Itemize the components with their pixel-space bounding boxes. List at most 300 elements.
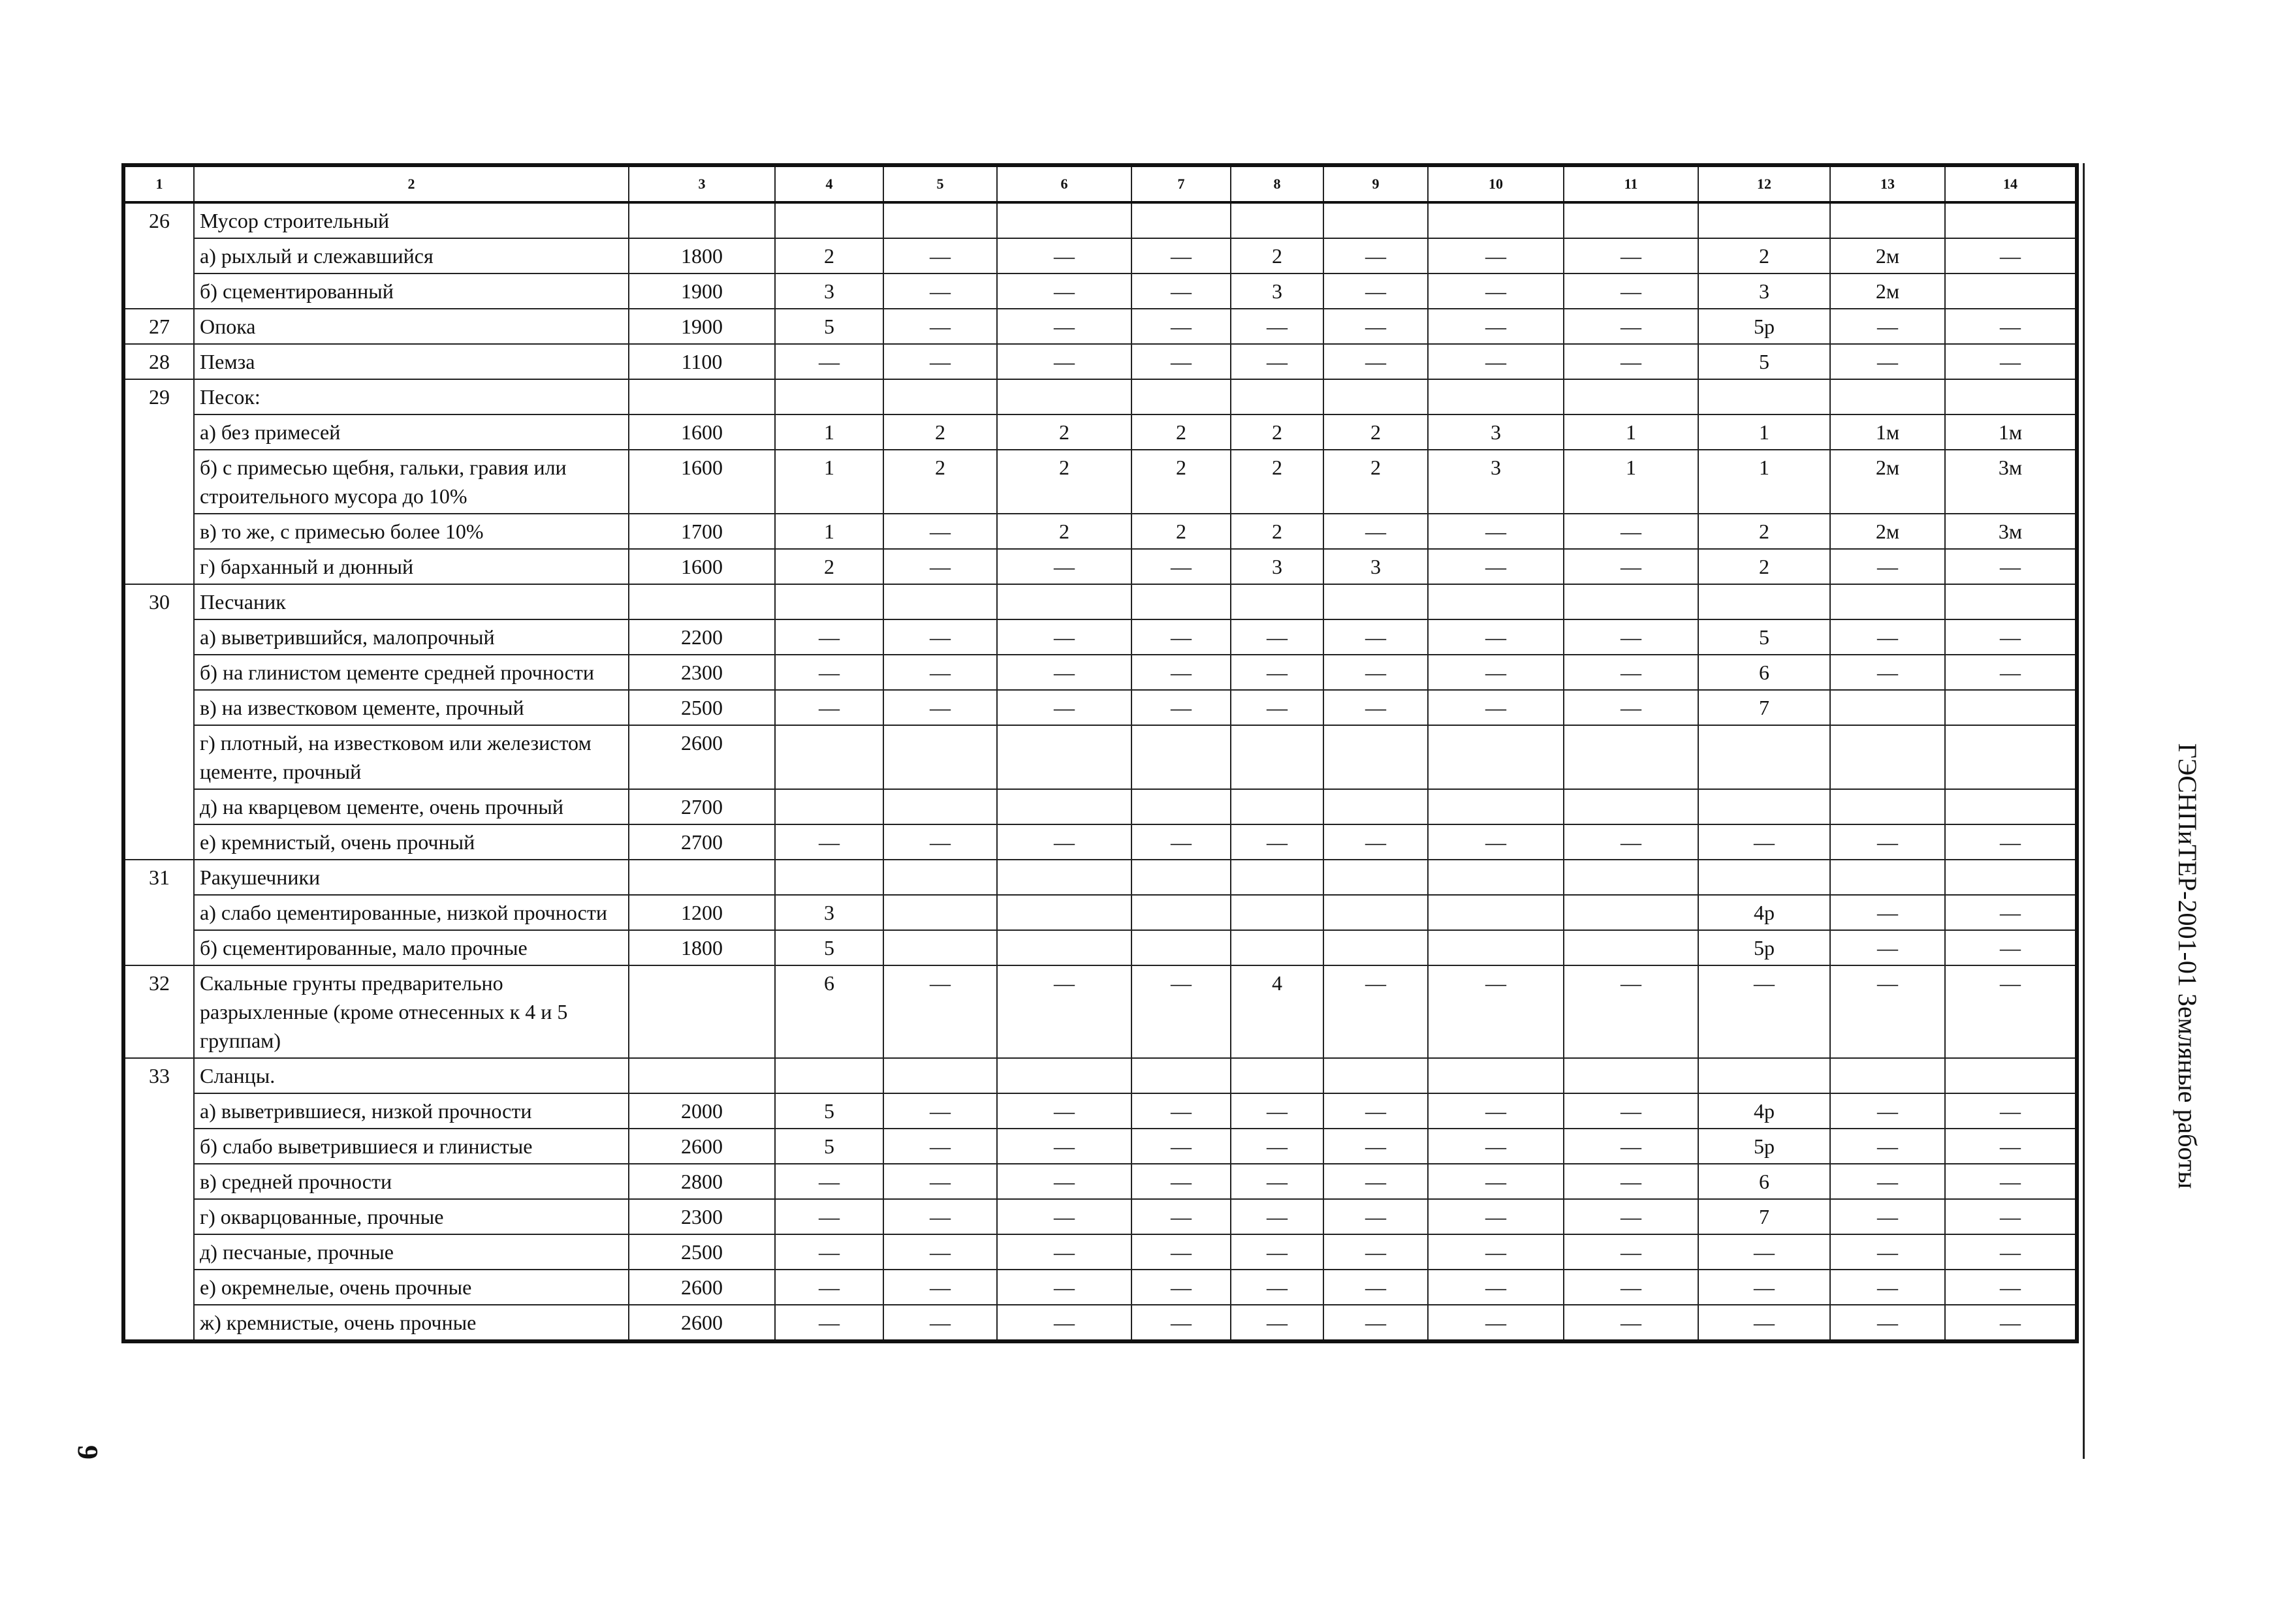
soil-classification-table [121, 163, 2079, 1343]
group-value-col-10: — [1428, 1093, 1564, 1129]
group-value-col-9: — [1323, 514, 1428, 549]
group-value-col-11: — [1564, 1199, 1698, 1234]
item-number: 30 [123, 584, 194, 860]
group-value-col-7 [1131, 1058, 1231, 1093]
group-value-col-6: — [997, 549, 1131, 584]
group-value-col-11 [1564, 930, 1698, 965]
group-value-col-11: — [1564, 690, 1698, 725]
group-value-col-12: — [1698, 1270, 1830, 1305]
group-value-col-6: — [997, 824, 1131, 860]
group-value-col-13: — [1830, 1093, 1945, 1129]
group-value-col-7: — [1131, 273, 1231, 309]
column-number-3: 3 [629, 165, 775, 202]
group-value-col-4 [775, 202, 883, 238]
group-value-col-11: — [1564, 824, 1698, 860]
group-value-col-4 [775, 1058, 883, 1093]
group-value-col-9: — [1323, 309, 1428, 344]
group-value-col-6: — [997, 1093, 1131, 1129]
group-value-col-5: — [883, 619, 997, 655]
group-value-col-14: — [1945, 344, 2077, 379]
group-value-col-7: — [1131, 690, 1231, 725]
group-value-col-12 [1698, 860, 1830, 895]
group-value-col-10: — [1428, 1164, 1564, 1199]
group-value-col-12: — [1698, 824, 1830, 860]
group-value-col-7: — [1131, 1129, 1231, 1164]
group-value-col-7 [1131, 202, 1231, 238]
group-value-col-12: — [1698, 1305, 1830, 1341]
group-value-col-4: 3 [775, 273, 883, 309]
group-value-col-5 [883, 379, 997, 414]
group-value-col-5 [883, 930, 997, 965]
group-value-col-4 [775, 725, 883, 789]
group-value-col-4 [775, 584, 883, 619]
group-value-col-10 [1428, 202, 1564, 238]
table-row [123, 549, 2077, 584]
group-value-col-10: — [1428, 514, 1564, 549]
item-number: 26 [123, 202, 194, 309]
density-value: 2300 [629, 1199, 775, 1234]
group-value-col-12: 3 [1698, 273, 1830, 309]
group-value-col-12: 7 [1698, 1199, 1830, 1234]
group-value-col-7: — [1131, 1093, 1231, 1129]
group-value-col-13: — [1830, 824, 1945, 860]
group-value-col-8: — [1231, 655, 1323, 690]
group-value-col-14: — [1945, 930, 2077, 965]
group-value-col-13: — [1830, 1305, 1945, 1341]
density-value: 2600 [629, 1129, 775, 1164]
density-value: 2600 [629, 725, 775, 789]
group-value-col-12: — [1698, 965, 1830, 1058]
group-value-col-8: — [1231, 344, 1323, 379]
group-value-col-6 [997, 584, 1131, 619]
group-value-col-12 [1698, 1058, 1830, 1093]
group-value-col-10: 3 [1428, 414, 1564, 450]
density-value: 2500 [629, 690, 775, 725]
soil-name: б) сцементированный [194, 273, 629, 309]
group-value-col-6 [997, 379, 1131, 414]
group-value-col-5: 2 [883, 414, 997, 450]
group-value-col-12: 4р [1698, 1093, 1830, 1129]
group-value-col-4: — [775, 655, 883, 690]
group-value-col-9: — [1323, 1234, 1428, 1270]
group-value-col-7 [1131, 930, 1231, 965]
group-value-col-4: — [775, 824, 883, 860]
group-value-col-5: — [883, 1234, 997, 1270]
density-value: 2800 [629, 1164, 775, 1199]
soil-name: д) песчаные, прочные [194, 1234, 629, 1270]
group-value-col-13 [1830, 379, 1945, 414]
table-row [123, 202, 2077, 238]
group-value-col-10: — [1428, 1129, 1564, 1164]
group-value-col-7 [1131, 789, 1231, 824]
group-value-col-6 [997, 860, 1131, 895]
group-value-col-13: — [1830, 344, 1945, 379]
soil-name: ж) кремнистые, очень прочные [194, 1305, 629, 1341]
group-value-col-14: — [1945, 1093, 2077, 1129]
group-value-col-14 [1945, 725, 2077, 789]
group-value-col-8: — [1231, 1129, 1323, 1164]
group-value-col-5 [883, 584, 997, 619]
group-value-col-8: — [1231, 1270, 1323, 1305]
table-row [123, 895, 2077, 930]
group-value-col-12: 1 [1698, 450, 1830, 514]
group-value-col-4: — [775, 1234, 883, 1270]
column-number-8: 8 [1231, 165, 1323, 202]
group-value-col-8: — [1231, 1305, 1323, 1341]
table-row [123, 860, 2077, 895]
group-value-col-6 [997, 202, 1131, 238]
group-value-col-9: — [1323, 1164, 1428, 1199]
group-value-col-10 [1428, 379, 1564, 414]
density-value: 2700 [629, 789, 775, 824]
table-row [123, 344, 2077, 379]
group-value-col-12 [1698, 379, 1830, 414]
group-value-col-13: — [1830, 1164, 1945, 1199]
group-value-col-7: — [1131, 824, 1231, 860]
group-value-col-7: — [1131, 549, 1231, 584]
group-value-col-12: 6 [1698, 1164, 1830, 1199]
group-value-col-7 [1131, 379, 1231, 414]
group-value-col-6: 2 [997, 450, 1131, 514]
group-value-col-7: — [1131, 1305, 1231, 1341]
group-value-col-9 [1323, 860, 1428, 895]
group-value-col-7: 2 [1131, 450, 1231, 514]
group-value-col-4: 1 [775, 414, 883, 450]
group-value-col-13: — [1830, 1199, 1945, 1234]
group-value-col-12: 5 [1698, 619, 1830, 655]
group-value-col-14: — [1945, 1234, 2077, 1270]
density-value: 2000 [629, 1093, 775, 1129]
group-value-col-11 [1564, 584, 1698, 619]
group-value-col-13: — [1830, 1234, 1945, 1270]
group-value-col-13 [1830, 202, 1945, 238]
group-value-col-11 [1564, 895, 1698, 930]
group-value-col-14 [1945, 1058, 2077, 1093]
group-value-col-4: — [775, 1164, 883, 1199]
density-value [629, 1058, 775, 1093]
density-value [629, 379, 775, 414]
table-row [123, 309, 2077, 344]
group-value-col-10 [1428, 895, 1564, 930]
group-value-col-8: — [1231, 309, 1323, 344]
item-number: 31 [123, 860, 194, 965]
group-value-col-11 [1564, 789, 1698, 824]
item-number: 28 [123, 344, 194, 379]
group-value-col-14 [1945, 789, 2077, 824]
soil-name: а) без примесей [194, 414, 629, 450]
group-value-col-10: 3 [1428, 450, 1564, 514]
group-value-col-6 [997, 725, 1131, 789]
soil-name: г) плотный, на известковом или железистом цементе, прочный [194, 725, 629, 789]
density-value: 1800 [629, 238, 775, 273]
soil-name: д) на кварцевом цементе, очень прочный [194, 789, 629, 824]
group-value-col-11: — [1564, 549, 1698, 584]
group-value-col-10 [1428, 1058, 1564, 1093]
column-number-11: 11 [1564, 165, 1698, 202]
group-value-col-4: 3 [775, 895, 883, 930]
group-value-col-8 [1231, 895, 1323, 930]
group-value-col-6 [997, 789, 1131, 824]
group-value-col-4: 6 [775, 965, 883, 1058]
column-number-13: 13 [1830, 165, 1945, 202]
group-value-col-12 [1698, 725, 1830, 789]
group-value-col-8: — [1231, 1164, 1323, 1199]
soil-name: Ракушечники [194, 860, 629, 895]
group-value-col-6: — [997, 1305, 1131, 1341]
table-row [123, 1058, 2077, 1093]
group-value-col-14: — [1945, 965, 2077, 1058]
soil-name: в) средней прочности [194, 1164, 629, 1199]
group-value-col-5 [883, 1058, 997, 1093]
group-value-col-14 [1945, 584, 2077, 619]
group-value-col-9: — [1323, 1199, 1428, 1234]
group-value-col-14 [1945, 273, 2077, 309]
group-value-col-5: — [883, 549, 997, 584]
group-value-col-5: — [883, 273, 997, 309]
group-value-col-5: — [883, 238, 997, 273]
density-value: 1900 [629, 309, 775, 344]
group-value-col-5: — [883, 1270, 997, 1305]
group-value-col-10: — [1428, 1199, 1564, 1234]
group-value-col-10 [1428, 584, 1564, 619]
group-value-col-13 [1830, 1058, 1945, 1093]
group-value-col-14: — [1945, 1129, 2077, 1164]
group-value-col-12: 5 [1698, 344, 1830, 379]
table-row [123, 789, 2077, 824]
group-value-col-12: 5р [1698, 930, 1830, 965]
soil-name: б) на глинистом цементе средней прочности [194, 655, 629, 690]
density-value: 1600 [629, 450, 775, 514]
group-value-col-11: — [1564, 655, 1698, 690]
table-row [123, 930, 2077, 965]
density-value: 1900 [629, 273, 775, 309]
item-number: 29 [123, 379, 194, 584]
soil-name: б) с примесью щебня, гальки, гравия или строительного мусора до 10% [194, 450, 629, 514]
group-value-col-6: — [997, 965, 1131, 1058]
soil-name: Песчаник [194, 584, 629, 619]
margin-rule [2083, 163, 2085, 1459]
group-value-col-8: — [1231, 1093, 1323, 1129]
soil-name: г) окварцованные, прочные [194, 1199, 629, 1234]
column-number-7: 7 [1131, 165, 1231, 202]
group-value-col-8 [1231, 725, 1323, 789]
group-value-col-8 [1231, 789, 1323, 824]
group-value-col-10: — [1428, 824, 1564, 860]
group-value-col-8 [1231, 1058, 1323, 1093]
group-value-col-5: — [883, 1199, 997, 1234]
group-value-col-8 [1231, 930, 1323, 965]
column-number-5: 5 [883, 165, 997, 202]
group-value-col-8: 2 [1231, 414, 1323, 450]
group-value-col-9: 3 [1323, 549, 1428, 584]
soil-name: г) барханный и дюнный [194, 549, 629, 584]
group-value-col-11 [1564, 860, 1698, 895]
group-value-col-10: — [1428, 309, 1564, 344]
group-value-col-9: — [1323, 690, 1428, 725]
group-value-col-11: — [1564, 1234, 1698, 1270]
table-row [123, 1305, 2077, 1341]
soil-name: а) рыхлый и слежавшийся [194, 238, 629, 273]
group-value-col-4: — [775, 619, 883, 655]
group-value-col-13: — [1830, 619, 1945, 655]
group-value-col-14: 3м [1945, 450, 2077, 514]
item-number: 33 [123, 1058, 194, 1341]
group-value-col-14: — [1945, 238, 2077, 273]
group-value-col-13: — [1830, 1129, 1945, 1164]
group-value-col-8: 4 [1231, 965, 1323, 1058]
soil-name: Скальные грунты предварительно разрыхленные (кроме отнесенных к 4 и 5 группам) [194, 965, 629, 1058]
group-value-col-9: — [1323, 824, 1428, 860]
group-value-col-9: — [1323, 1129, 1428, 1164]
group-value-col-8: 2 [1231, 450, 1323, 514]
group-value-col-10 [1428, 930, 1564, 965]
group-value-col-4: 5 [775, 1129, 883, 1164]
group-value-col-7: — [1131, 655, 1231, 690]
group-value-col-11: — [1564, 1164, 1698, 1199]
group-value-col-13 [1830, 690, 1945, 725]
column-number-1: 1 [123, 165, 194, 202]
table-row [123, 1164, 2077, 1199]
group-value-col-4: 1 [775, 450, 883, 514]
density-value [629, 860, 775, 895]
group-value-col-14: 1м [1945, 414, 2077, 450]
group-value-col-13: — [1830, 309, 1945, 344]
soil-name: е) кремнистый, очень прочный [194, 824, 629, 860]
table-row [123, 655, 2077, 690]
group-value-col-5: — [883, 655, 997, 690]
group-value-col-11 [1564, 725, 1698, 789]
group-value-col-11: — [1564, 514, 1698, 549]
group-value-col-13: — [1830, 1270, 1945, 1305]
group-value-col-8 [1231, 202, 1323, 238]
group-value-col-13: — [1830, 930, 1945, 965]
group-value-col-6: — [997, 1129, 1131, 1164]
table-row [123, 824, 2077, 860]
soil-name: Пемза [194, 344, 629, 379]
group-value-col-13: — [1830, 549, 1945, 584]
group-value-col-11: — [1564, 1305, 1698, 1341]
group-value-col-8 [1231, 379, 1323, 414]
group-value-col-6 [997, 1058, 1131, 1093]
group-value-col-9 [1323, 725, 1428, 789]
density-value: 2300 [629, 655, 775, 690]
group-value-col-5: — [883, 1164, 997, 1199]
group-value-col-14 [1945, 690, 2077, 725]
group-value-col-6: — [997, 655, 1131, 690]
table-row [123, 414, 2077, 450]
group-value-col-11 [1564, 202, 1698, 238]
density-value: 2600 [629, 1305, 775, 1341]
group-value-col-10: — [1428, 549, 1564, 584]
table-row [123, 1129, 2077, 1164]
group-value-col-4: — [775, 1270, 883, 1305]
group-value-col-11: — [1564, 1270, 1698, 1305]
group-value-col-7 [1131, 584, 1231, 619]
group-value-col-9: — [1323, 273, 1428, 309]
group-value-col-8 [1231, 584, 1323, 619]
table-row [123, 273, 2077, 309]
group-value-col-7: — [1131, 1199, 1231, 1234]
table-row [123, 238, 2077, 273]
table-row [123, 450, 2077, 514]
group-value-col-6 [997, 895, 1131, 930]
group-value-col-5 [883, 725, 997, 789]
group-value-col-12: 2 [1698, 238, 1830, 273]
group-value-col-7: — [1131, 965, 1231, 1058]
group-value-col-4: — [775, 344, 883, 379]
group-value-col-13: 2м [1830, 273, 1945, 309]
group-value-col-9 [1323, 379, 1428, 414]
group-value-col-9 [1323, 895, 1428, 930]
group-value-col-12 [1698, 584, 1830, 619]
group-value-col-4: 5 [775, 309, 883, 344]
group-value-col-12: — [1698, 1234, 1830, 1270]
table-row [123, 1093, 2077, 1129]
group-value-col-5: — [883, 824, 997, 860]
group-value-col-13 [1830, 584, 1945, 619]
group-value-col-7: 2 [1131, 514, 1231, 549]
group-value-col-8: 3 [1231, 549, 1323, 584]
group-value-col-6: — [997, 238, 1131, 273]
page-number: 9 [72, 1445, 104, 1460]
group-value-col-11 [1564, 379, 1698, 414]
group-value-col-4: — [775, 1199, 883, 1234]
group-value-col-8: — [1231, 690, 1323, 725]
group-value-col-10: — [1428, 655, 1564, 690]
table-row [123, 619, 2077, 655]
soil-name: а) выветрившийся, малопрочный [194, 619, 629, 655]
soil-name: Песок: [194, 379, 629, 414]
item-number: 27 [123, 309, 194, 344]
table-row [123, 584, 2077, 619]
group-value-col-6: 2 [997, 414, 1131, 450]
group-value-col-6: — [997, 273, 1131, 309]
density-value: 2700 [629, 824, 775, 860]
group-value-col-9: — [1323, 344, 1428, 379]
group-value-col-7: — [1131, 309, 1231, 344]
column-number-14: 14 [1945, 165, 2077, 202]
group-value-col-14: — [1945, 549, 2077, 584]
group-value-col-6: — [997, 1164, 1131, 1199]
group-value-col-10: — [1428, 1234, 1564, 1270]
group-value-col-8: 2 [1231, 514, 1323, 549]
density-value: 1600 [629, 414, 775, 450]
group-value-col-11: — [1564, 1129, 1698, 1164]
group-value-col-9 [1323, 789, 1428, 824]
group-value-col-12: 2 [1698, 514, 1830, 549]
group-value-col-13 [1830, 725, 1945, 789]
soil-name: Опока [194, 309, 629, 344]
group-value-col-4 [775, 379, 883, 414]
table-row [123, 1199, 2077, 1234]
group-value-col-6: 2 [997, 514, 1131, 549]
table-row [123, 379, 2077, 414]
group-value-col-12: 7 [1698, 690, 1830, 725]
group-value-col-12: 5р [1698, 1129, 1830, 1164]
table-row [123, 514, 2077, 549]
group-value-col-10: — [1428, 1305, 1564, 1341]
group-value-col-5 [883, 202, 997, 238]
group-value-col-6: — [997, 344, 1131, 379]
group-value-col-12: 6 [1698, 655, 1830, 690]
running-title: ГЭСНПиТЕР-2001-01 Земляные работы [2173, 743, 2202, 1189]
density-value: 2500 [629, 1234, 775, 1270]
group-value-col-6: — [997, 690, 1131, 725]
group-value-col-5 [883, 895, 997, 930]
group-value-col-14: — [1945, 1199, 2077, 1234]
density-value: 1700 [629, 514, 775, 549]
group-value-col-7: — [1131, 238, 1231, 273]
